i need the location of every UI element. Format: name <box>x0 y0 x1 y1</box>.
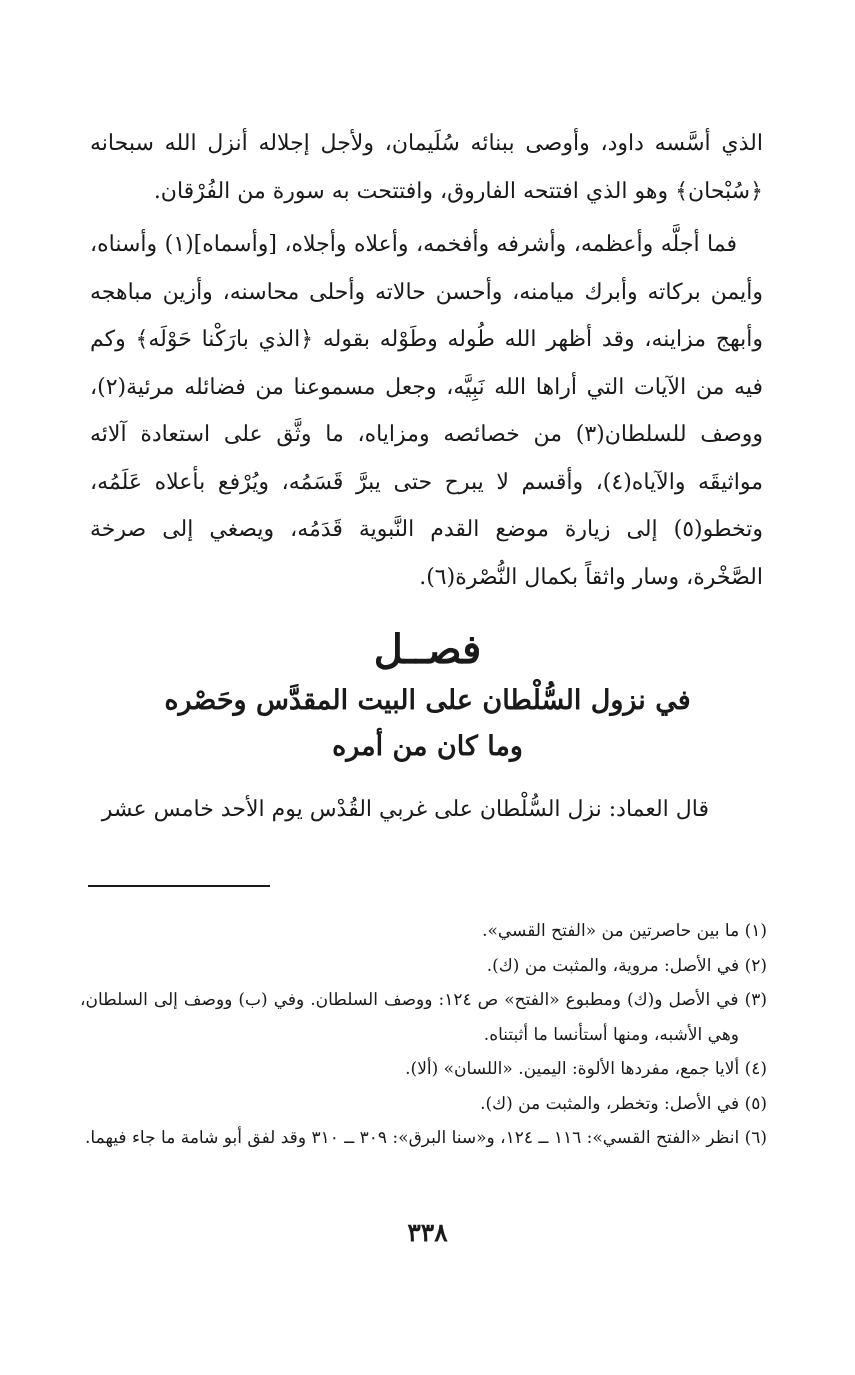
section-heading <box>90 622 765 770</box>
section-label: فصــل <box>373 626 482 673</box>
footnote-2: (٢) في الأصل: مروية، والمثبت من (ك). <box>486 955 767 976</box>
paragraph-2: فما أجلَّه وأعظمه، وأشرفه وأفخمه، وأعلاه وأجلاه، [وأسماه](١) وأسناه، وأيمن بركاته وأبرك ميامنه، وأحسن حالاته وأحلى محاسنه، وأزين مباهجه وأبهج مزاينه، وقد أظهر الله طُوله وطَوْله بقوله ﴿الذي بارَكْنا حَوْلَه﴾ وكم فيه من الآيات التي أراها الله نَبِيَّه، وجعل مسموعنا من فضائله مرئية(٢)، ووصف للسلطان(٣) من خصائصه ومزاياه، ما وثَّق على استعادة آلائه مواثيقَه والآياه(٤)، وأقسم لا يبرح حتى يبرَّ قَسَمُه، ويُرْفع بأعلاه عَلَمُه، وتخطو(٥) إلى زيارة موضع القدم النَّبوية قَدَمُه، ويصغي إلى صرخة الصَّخْرة، وسار واثقاً بكمال النُّصْرة(٦). <box>90 232 764 590</box>
footnote-divider <box>88 885 270 887</box>
paragraph-1: الذي أسَّسه داود، وأوصى ببنائه سُلَيمان، ولأجل إجلاله أنزل الله سبحانه ﴿سُبْحان﴾ وهو الذي افتتحه الفاروق، وافتتحت به سورة من الفُرْقان. <box>90 131 763 204</box>
footnotes <box>80 914 767 1156</box>
footnote-6: (٦) انظر «الفتح القسي»: ١١٦ ــ ١٢٤، و«سنا البرق»: ٣٠٩ ــ ٣١٠ وقد لفق أبو شامة ما جاء فيهما. <box>85 1128 767 1148</box>
section-title-line-2: وما كان من أمره <box>332 731 523 762</box>
section-title-line-1: في نزول السُّلْطان على البيت المقدَّس وحَصْره <box>164 685 691 716</box>
footnote-3: (٣) في الأصل و(ك) ومطبوع «الفتح» ص ١٢٤: ووصف السلطان. وفي (ب) ووصف إلى السلطان، وهي الأشبه، ومنها أستأنسا ما أثبتناه. <box>80 990 767 1045</box>
section-opening-line: قال العماد: نزل السُّلْطان على غربي القُدْس يوم الأحد خامس عشر <box>101 797 709 822</box>
footnote-1: (١) ما بين حاصرتين من «الفتح القسي». <box>482 921 767 941</box>
page-number: ٣٣٨ <box>407 1218 448 1247</box>
main-text <box>90 120 763 601</box>
footnote-4: (٤) ألايا جمع، مفردها الألوة: اليمين. «اللسان» (ألا). <box>405 1059 767 1079</box>
footnote-5: (٥) في الأصل: وتخطر، والمثبت من (ك). <box>480 1093 767 1114</box>
